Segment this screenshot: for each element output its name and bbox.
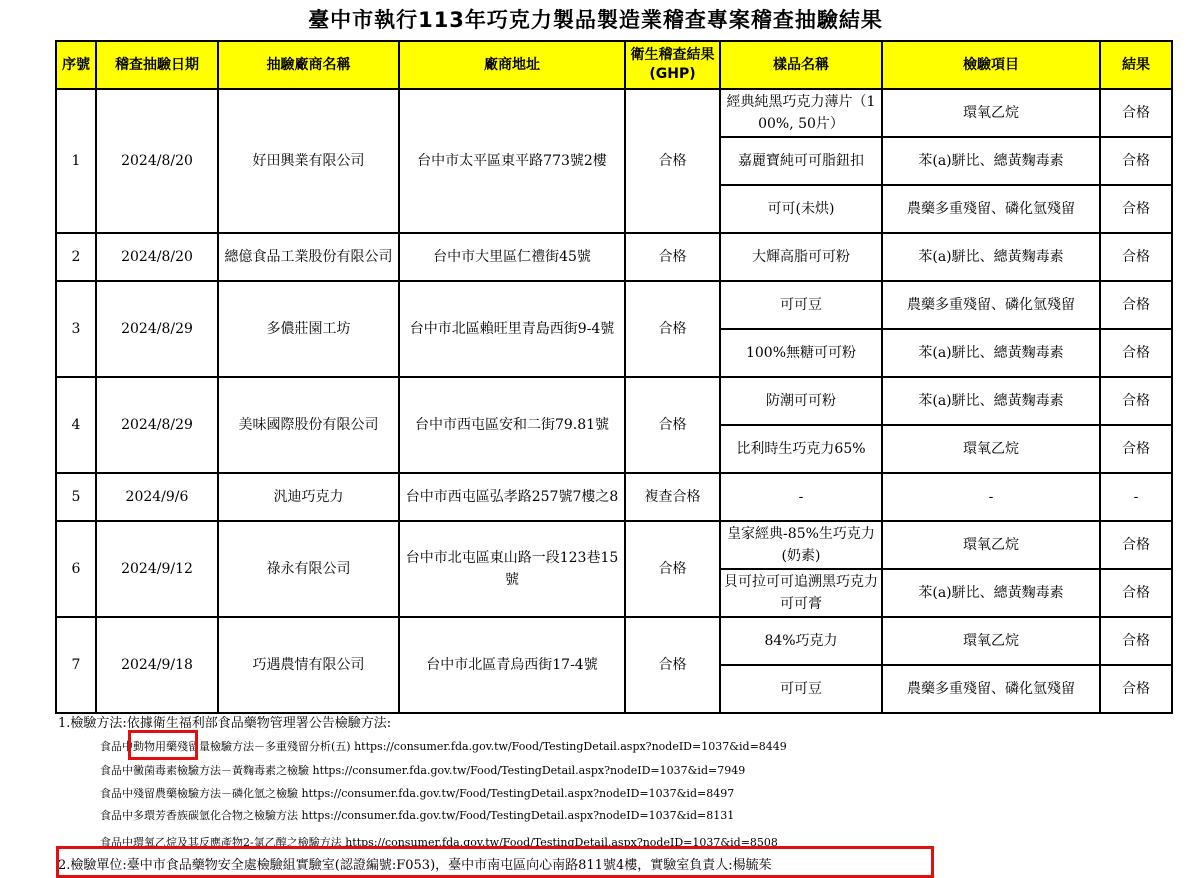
cell-seq: 1 bbox=[56, 89, 96, 233]
cell-result: 合格 bbox=[1100, 329, 1172, 377]
table-header-row bbox=[56, 41, 1172, 89]
header-items: 檢驗項目 bbox=[882, 41, 1100, 89]
cell-item: 苯(a)駢比、總黃麴毒素 bbox=[882, 137, 1100, 185]
cell-seq: 4 bbox=[56, 377, 96, 473]
cell-result: 合格 bbox=[1100, 137, 1172, 185]
cell-date: 2024/8/20 bbox=[96, 233, 218, 281]
method-ref-4: 食品中多環芳香族碳氫化合物之檢驗方法 https://consumer.fda.gov.tw/Food/TestingDetail.aspx?nodeID=1037&id=8131 bbox=[100, 809, 735, 822]
header-seq: 序號 bbox=[56, 41, 96, 89]
cell-ghp: 合格 bbox=[625, 377, 720, 473]
cell-date: 2024/8/29 bbox=[96, 281, 218, 377]
method-heading: 1.檢驗方法:依據衛生福利部食品藥物管理署公告檢驗方法: bbox=[58, 716, 392, 731]
cell-date: 2024/9/18 bbox=[96, 617, 218, 713]
table-body bbox=[56, 89, 1172, 713]
cell-seq: 2 bbox=[56, 233, 96, 281]
table-row bbox=[56, 233, 1172, 281]
cell-item: 環氧乙烷 bbox=[882, 521, 1100, 569]
cell-result: 合格 bbox=[1100, 377, 1172, 425]
cell-company: 多儂莊園工坊 bbox=[218, 281, 399, 377]
cell-ghp: 合格 bbox=[625, 233, 720, 281]
table-row bbox=[56, 377, 1172, 425]
results-table bbox=[55, 40, 1173, 714]
cell-item: 農藥多重殘留、磷化氫殘留 bbox=[882, 281, 1100, 329]
cell-item: 苯(a)駢比、總黃麴毒素 bbox=[882, 329, 1100, 377]
cell-sample: 84%巧克力 bbox=[720, 617, 882, 665]
cell-result: 合格 bbox=[1100, 281, 1172, 329]
cell-address: 台中市西屯區安和二街79.81號 bbox=[399, 377, 625, 473]
cell-sample: 100%無糖可可粉 bbox=[720, 329, 882, 377]
cell-ghp: 合格 bbox=[625, 617, 720, 713]
cell-sample: 大輝高脂可可粉 bbox=[720, 233, 882, 281]
cell-sample: 防潮可可粉 bbox=[720, 377, 882, 425]
cell-seq: 5 bbox=[56, 473, 96, 521]
cell-sample: 經典純黑巧克力薄片（100%, 50片） bbox=[720, 89, 882, 137]
cell-result: 合格 bbox=[1100, 569, 1172, 617]
cell-sample: 可可(未烘) bbox=[720, 185, 882, 233]
cell-address: 台中市大里區仁禮街45號 bbox=[399, 233, 625, 281]
cell-seq: 6 bbox=[56, 521, 96, 617]
table-row bbox=[56, 89, 1172, 137]
cell-company: 巧遇農情有限公司 bbox=[218, 617, 399, 713]
cell-company: 好田興業有限公司 bbox=[218, 89, 399, 233]
cell-seq: 7 bbox=[56, 617, 96, 713]
cell-item: 苯(a)駢比、總黃麴毒素 bbox=[882, 569, 1100, 617]
cell-item: 苯(a)駢比、總黃麴毒素 bbox=[882, 233, 1100, 281]
header-result: 結果 bbox=[1100, 41, 1172, 89]
cell-address: 台中市北區賴旺里青島西街9-4號 bbox=[399, 281, 625, 377]
cell-result: 合格 bbox=[1100, 617, 1172, 665]
highlight-box-animal-drug bbox=[128, 730, 198, 760]
header-company: 抽驗廠商名稱 bbox=[218, 41, 399, 89]
cell-company: 汎迪巧克力 bbox=[218, 473, 399, 521]
cell-seq: 3 bbox=[56, 281, 96, 377]
cell-result: 合格 bbox=[1100, 665, 1172, 713]
cell-ghp: 合格 bbox=[625, 281, 720, 377]
method-ref-2: 食品中黴菌毒素檢驗方法－黃麴毒素之檢驗 https://consumer.fda.gov.tw/Food/TestingDetail.aspx?nodeID=1037&id=7949 bbox=[100, 764, 746, 777]
highlight-box-testing-unit bbox=[56, 846, 934, 878]
cell-date: 2024/8/29 bbox=[96, 377, 218, 473]
cell-result: 合格 bbox=[1100, 185, 1172, 233]
cell-item: 環氧乙烷 bbox=[882, 425, 1100, 473]
cell-item: 農藥多重殘留、磷化氫殘留 bbox=[882, 665, 1100, 713]
cell-result: 合格 bbox=[1100, 233, 1172, 281]
table-row bbox=[56, 521, 1172, 569]
cell-ghp: 合格 bbox=[625, 89, 720, 233]
cell-sample: 貝可拉可可追溯黑巧克力可可膏 bbox=[720, 569, 882, 617]
cell-company: 祿永有限公司 bbox=[218, 521, 399, 617]
cell-date: 2024/9/12 bbox=[96, 521, 218, 617]
cell-result: 合格 bbox=[1100, 521, 1172, 569]
testing-unit: 2.檢驗單位:臺中市食品藥物安全處檢驗組實驗室(認證編號:F053)，臺中市南屯區向心南路811號4樓，實驗室負責人:楊毓茱 bbox=[58, 858, 772, 873]
cell-sample: 可可豆 bbox=[720, 665, 882, 713]
cell-address: 台中市太平區東平路773號2樓 bbox=[399, 89, 625, 233]
cell-result: 合格 bbox=[1100, 425, 1172, 473]
header-ghp: 衛生稽查結果(GHP) bbox=[625, 41, 720, 89]
cell-item: 環氧乙烷 bbox=[882, 617, 1100, 665]
method-ref-1: 食品中動物用藥殘留量檢驗方法－多重殘留分析(五) https://consumer.fda.gov.tw/Food/TestingDetail.aspx?nodeID=1037&id=8449 bbox=[100, 740, 787, 753]
cell-company: 美味國際股份有限公司 bbox=[218, 377, 399, 473]
table-row bbox=[56, 281, 1172, 329]
cell-sample: 比利時生巧克力65% bbox=[720, 425, 882, 473]
cell-company: 總億食品工業股份有限公司 bbox=[218, 233, 399, 281]
method-ref-5: 食品中環氧乙烷及其反應產物2-氯乙醇之檢驗方法 https://consumer.fda.gov.tw/Food/TestingDetail.aspx?nodeID=1037&id=8508 bbox=[100, 836, 778, 849]
cell-item: 苯(a)駢比、總黃麴毒素 bbox=[882, 377, 1100, 425]
cell-sample: 可可豆 bbox=[720, 281, 882, 329]
cell-sample: 皇家經典-85%生巧克力(奶素) bbox=[720, 521, 882, 569]
cell-date: 2024/8/20 bbox=[96, 89, 218, 233]
cell-result: - bbox=[1100, 473, 1172, 521]
cell-ghp: 複查合格 bbox=[625, 473, 720, 521]
cell-address: 台中市西屯區弘孝路257號7樓之8 bbox=[399, 473, 625, 521]
cell-item: 農藥多重殘留、磷化氫殘留 bbox=[882, 185, 1100, 233]
method-ref-3: 食品中殘留農藥檢驗方法－磷化氫之檢驗 https://consumer.fda.gov.tw/Food/TestingDetail.aspx?nodeID=1037&id=8497 bbox=[100, 787, 735, 800]
table-row bbox=[56, 617, 1172, 665]
cell-sample: 嘉麗寶純可可脂鈕扣 bbox=[720, 137, 882, 185]
table-row bbox=[56, 473, 1172, 521]
cell-address: 台中市北區青烏西街17-4號 bbox=[399, 617, 625, 713]
cell-address: 台中市北屯區東山路一段123巷15號 bbox=[399, 521, 625, 617]
cell-ghp: 合格 bbox=[625, 521, 720, 617]
header-date: 稽查抽驗日期 bbox=[96, 41, 218, 89]
cell-sample: - bbox=[720, 473, 882, 521]
header-address: 廠商地址 bbox=[399, 41, 625, 89]
cell-item: 環氧乙烷 bbox=[882, 89, 1100, 137]
cell-result: 合格 bbox=[1100, 89, 1172, 137]
header-sample: 樣品名稱 bbox=[720, 41, 882, 89]
page-title: 臺中市執行113年巧克力製品製造業稽查專案稽查抽驗結果 bbox=[308, 8, 883, 32]
cell-date: 2024/9/6 bbox=[96, 473, 218, 521]
cell-item: - bbox=[882, 473, 1100, 521]
